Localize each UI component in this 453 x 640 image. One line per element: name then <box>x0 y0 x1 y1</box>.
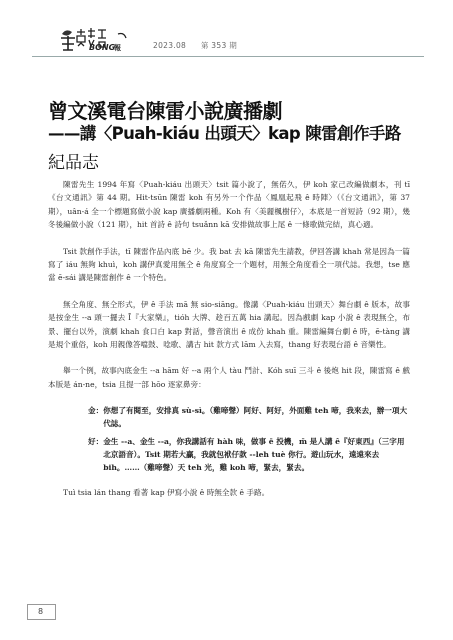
body-paragraph: 舉一个例，故事內底金生 --a hām 好 --a 兩个人 tàu 鬥計、Kóh suī 三斗 ê 後炮 hit 段，陳雷寫 ê 戲本版是 án-ne，tsia 且提一部 hōo 逐家鼻旁： <box>48 366 410 389</box>
newsletter-logo <box>58 24 130 52</box>
issue-masthead <box>153 40 249 51</box>
body-paragraph: 陳雷先生 1994 年寫〈Puah-kiáu 出頭天〉tsit 篇小說了，無偌久，伊 koh 家己改編做劇本，刊 tī《台文通訊》第 44 期。Hit-tsūn 陳雷 koh 有另外一个作品〈鳳凰起飛 ê 時陣〉（《台文通訊》，第 37 期），uân-á 全一个標題寫做小說 kap 廣播劇兩種。Koh 有〈美麗楓樹仔〉，本底是一首短詩（92 期），幾冬後編做小說（121 期），hit 首詩 ê 詩句 tsuǎnn kā 安排做故事上尾 ê 一條歌做完結，真心適。 <box>48 180 410 230</box>
article-author: 紀品志 <box>48 153 99 173</box>
svg-text:BONG: BONG <box>89 43 116 52</box>
svg-text:報: 報 <box>114 44 121 52</box>
page-number: 8 <box>38 607 44 616</box>
closing-paragraph: Tuì tsia lán thang 看著 kap 伊寫小說 ê 時無全款 ê 手路。 <box>63 488 270 498</box>
issue-date: 2023.08 <box>153 41 187 50</box>
article-body <box>48 178 410 513</box>
script-line <box>48 404 410 430</box>
body-paragraph: Tsit 款創作手法，tī 陳雷作品內底 bē 少。我 bat 去 kā 陳雷先生請教，伊回答講 khah 常是因為一篇寫了 iáu 無夠 khuì，koh 講伊真愛用無仝 ê 角度寫仝一个題材，用無仝角度看仝一項代誌。我想，tse 應當 ē-sái 講是陳雷創作 ê 一个特色。 <box>48 246 410 283</box>
article-subtitle: ——講〈Puah-kiáu 出頭天〉kap 陳雷創作手路 <box>48 124 401 143</box>
article-title: 曾文溪電台陳雷小說廣播劇 <box>48 99 282 123</box>
body-paragraph: 無仝角度、無仝形式，伊 ê 手法 mā 無 sio-siāng。像講〈Puah-kiáu 出頭天〉舞台劇 ê 版本，故事是按金生 --a 頭一擺去 Ī『大家樂』，tióh 大牌、趁百五萬 hia 講起。因為戲劇 kap 小說 ê 表現無仝，布景、擺台以外，演劇 khah 食口白 kap 對話，聲音演出 ê 成份 khah 重。陳雷編舞台劇 ê 時，ē-tàng 講是規个重俗，koh 用親像答噹鼓、唸歌、講古 hit 款方式 lām 入去寫，thang 好表現台語 ê 音樂性。 <box>48 299 410 350</box>
script-line <box>48 435 410 474</box>
script-text: 金生 --a、金生 --a，你我講話有 hàh 味，做事 ē 投機，m̄ 是人講 ê『好東西』（三字用北京語音）。Tsit 期若大贏，我就包袱仔款 --leh tuè 你行。遊山玩水，遠遠來去 bih。……（雞啼聲）天 teh 光，雞 koh 啼，緊去，緊去。 <box>103 437 405 473</box>
script-speaker: 金： <box>88 406 104 416</box>
header-divider <box>32 56 424 57</box>
script-text: 你想了有閱至，安排真 sù-sì。（雞啼聲）阿好、阿好，外面雞 teh 啼，我來去，辦一項大代誌。 <box>103 406 408 429</box>
script-speaker: 好： <box>88 437 104 447</box>
issue-number: 第 353 期 <box>200 41 237 50</box>
